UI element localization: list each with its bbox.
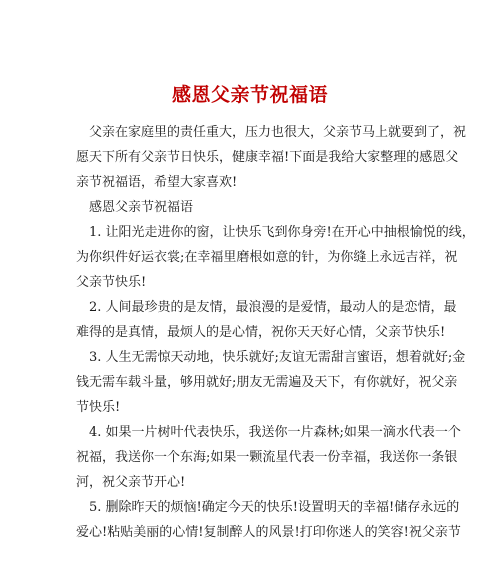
paragraph-line: 河，祝父亲节开心! bbox=[76, 475, 186, 490]
paragraph-line: 父亲节快乐! bbox=[76, 275, 147, 290]
paragraph-line: 爱心!粘贴美丽的心情!复制醉人的风景!打印你迷人的笑容!祝父亲节 bbox=[76, 525, 461, 540]
paragraph-line: 钱无需车载斗量，够用就好;朋友无需遍及天下，有你就好，祝父亲 bbox=[76, 375, 458, 390]
paragraph-line: 3. 人生无需惊天动地，快乐就好;友谊无需甜言蜜语，想着就好;金 bbox=[89, 350, 466, 365]
paragraph-line: 4. 如果一片树叶代表快乐，我送你一片森林;如果一滴水代表一个 bbox=[89, 425, 461, 440]
wish-item-5 bbox=[76, 495, 461, 545]
wish-item-4 bbox=[76, 420, 461, 495]
paragraph-line: 节快乐! bbox=[76, 400, 121, 415]
document-body bbox=[76, 120, 475, 545]
paragraph-line: 愿天下所有父亲节日快乐，健康幸福!下面是我给大家整理的感恩父 bbox=[76, 150, 459, 165]
document-title: 感恩父亲节祝福语 bbox=[171, 84, 328, 106]
intro-paragraph bbox=[76, 120, 467, 195]
wish-item-3 bbox=[76, 345, 466, 420]
paragraph-line: 亲节祝福语，希望大家喜欢! bbox=[76, 175, 238, 190]
paragraph-line: 2. 人间最珍贵的是友情，最浪漫的是爱情，最动人的是恋情，最 bbox=[89, 300, 457, 315]
paragraph-line: 1. 让阳光走进你的窗，让快乐飞到你身旁!在开心中抽根愉悦的线， bbox=[89, 225, 475, 240]
paragraph-line: 祝福，我送你一个东海;如果一颗流星代表一份幸福，我送你一条银 bbox=[76, 450, 458, 465]
paragraph-line: 5. 删除昨天的烦恼!确定今天的快乐!设置明天的幸福!储存永远的 bbox=[89, 500, 460, 515]
section-heading-text: 感恩父亲节祝福语 bbox=[89, 200, 194, 215]
paragraph-line: 父亲在家庭里的责任重大，压力也很大，父亲节马上就要到了，祝 bbox=[89, 125, 467, 140]
paragraph-line: 难得的是真情，最烦人的是心情，祝你天天好心情，父亲节快乐! bbox=[76, 325, 446, 340]
wish-item-1 bbox=[76, 220, 475, 295]
paragraph-line: 为你织件好运衣裳;在幸福里磨根如意的针，为你缝上永远吉祥，祝 bbox=[76, 250, 458, 265]
wish-item-2 bbox=[76, 295, 457, 345]
section-heading bbox=[76, 195, 436, 220]
